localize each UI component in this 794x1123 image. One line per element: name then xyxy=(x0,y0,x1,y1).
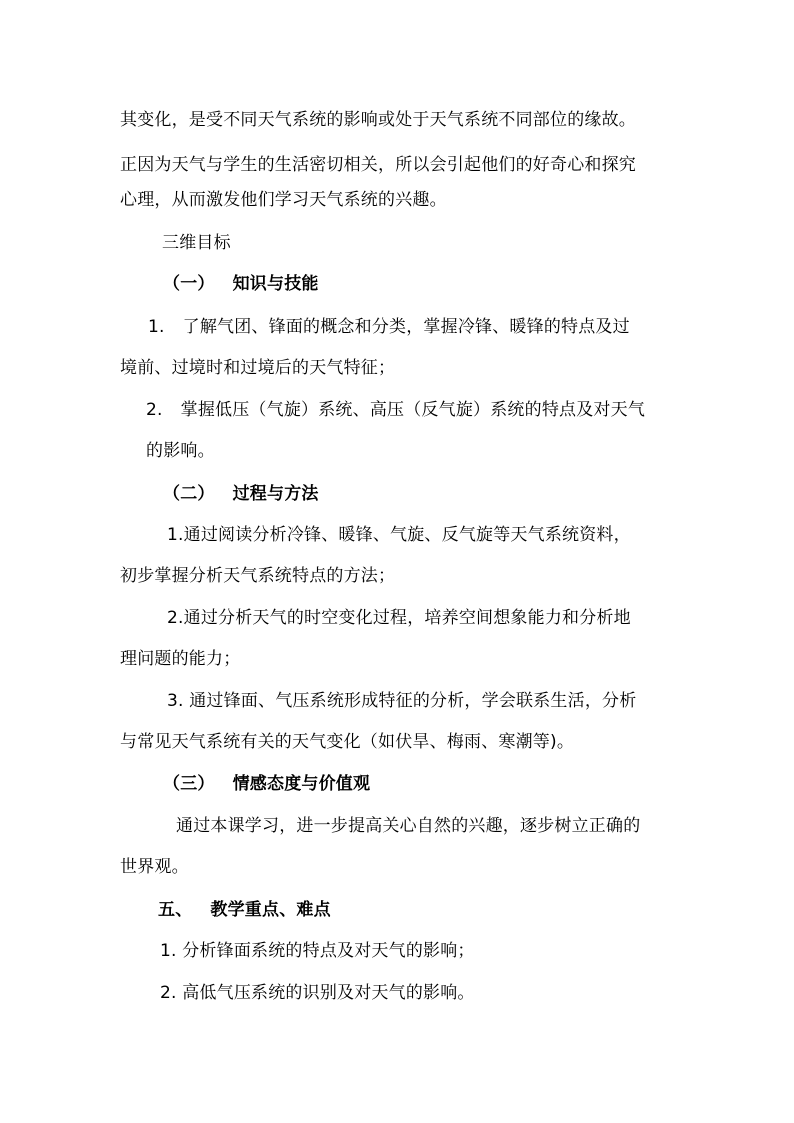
section-2-item-2-line-1: 2.通过分析天气的时空变化过程，培养空间想象能力和分析地 xyxy=(167,608,631,628)
section-5-heading xyxy=(158,899,331,921)
section-1-heading xyxy=(163,273,319,295)
section-3-title: 情感态度与价值观 xyxy=(232,774,371,794)
section-3-marker: （三） xyxy=(163,774,215,794)
section-1-item-1-line-2: 境前、过境时和过境后的天气特征； xyxy=(120,358,396,378)
three-goals-heading: 三维目标 xyxy=(162,233,231,253)
section-2-heading xyxy=(163,483,319,505)
section-1-item-1-number: 1. xyxy=(148,317,165,337)
section-1-item-2-number: 2. xyxy=(146,400,163,420)
section-1-item-2-line-1 xyxy=(146,399,645,421)
intro-line-2: 正因为天气与学生的生活密切相关，所以会引起他们的好奇心和探究 xyxy=(120,155,636,175)
intro-line-3: 心理，从而激发他们学习天气系统的兴趣。 xyxy=(120,190,447,210)
section-3-line-1: 通过本课学习，进一步提高关心自然的兴趣，逐步树立正确的 xyxy=(176,816,641,836)
section-1-marker: （一） xyxy=(163,274,215,294)
section-2-item-1-line-2: 初步掌握分析天气系统特点的方法； xyxy=(120,566,396,586)
section-5-title: 教学重点、难点 xyxy=(210,900,331,920)
section-2-item-2-line-2: 理问题的能力； xyxy=(120,649,241,669)
section-2-item-1-line-1: 1.通过阅读分析冷锋、暖锋、气旋、反气旋等天气系统资料， xyxy=(167,525,631,545)
section-1-title: 知识与技能 xyxy=(232,274,319,294)
section-1-item-2-text: 掌握低压（气旋）系统、高压（反气旋）系统的特点及对天气 xyxy=(180,400,646,420)
section-2-title: 过程与方法 xyxy=(232,484,319,504)
intro-line-1: 其变化，是受不同天气系统的影响或处于天气系统不同部位的缘故。 xyxy=(120,110,636,130)
section-2-item-3-line-2: 与常见天气系统有关的天气变化（如伏旱、梅雨、寒潮等)。 xyxy=(120,732,575,752)
section-1-item-2-line-2: 的影响。 xyxy=(146,441,215,461)
section-1-item-1-text: 了解气团、锋面的概念和分类，掌握冷锋、暖锋的特点及过 xyxy=(182,317,630,337)
section-2-marker: （二） xyxy=(163,484,215,504)
section-1-item-1-line-1 xyxy=(148,316,630,338)
section-3-heading xyxy=(163,773,370,795)
section-5-item-1: 1. 分析锋面系统的特点及对天气的影响； xyxy=(160,941,475,961)
section-5-marker: 五、 xyxy=(158,900,193,920)
section-2-item-3-line-1: 3. 通过锋面、气压系统形成特征的分析，学会联系生活，分析 xyxy=(167,691,637,711)
section-5-item-2: 2. 高低气压系统的识别及对天气的影响。 xyxy=(160,983,475,1003)
section-3-line-2: 世界观。 xyxy=(120,857,189,877)
